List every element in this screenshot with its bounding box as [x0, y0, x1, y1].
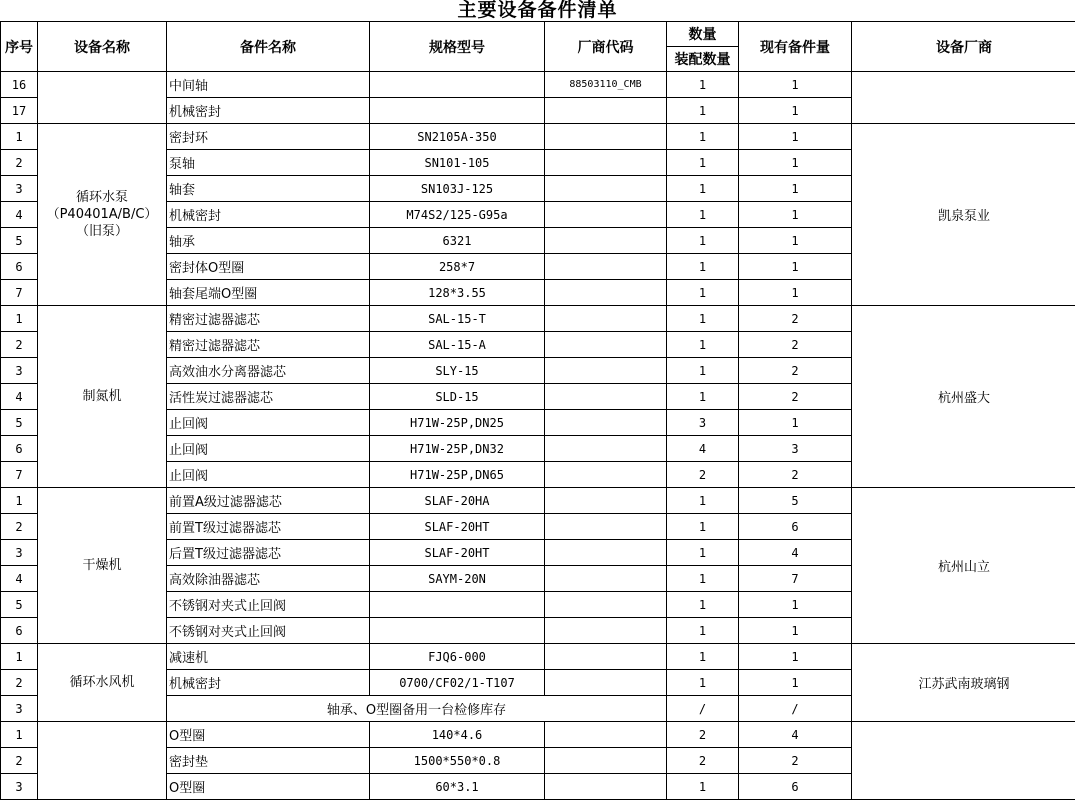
row-spec: SLD-15	[370, 384, 545, 410]
manufacturer-cell: 凯泉泵业	[852, 124, 1075, 306]
row-part-name: 机械密封	[167, 670, 370, 696]
row-spec	[370, 72, 545, 98]
row-vendor-code	[545, 592, 667, 618]
row-stock: 4	[739, 540, 852, 566]
row-spec: H71W-25P,DN32	[370, 436, 545, 462]
row-vendor-code	[545, 722, 667, 748]
row-seq: 6	[1, 436, 38, 462]
row-assembly-qty: 1	[667, 592, 739, 618]
row-assembly-qty: 1	[667, 72, 739, 98]
row-assembly-qty: 1	[667, 384, 739, 410]
row-seq: 3	[1, 696, 38, 722]
row-vendor-code	[545, 358, 667, 384]
row-vendor-code	[545, 176, 667, 202]
header-assembly-qty: 装配数量	[667, 47, 739, 72]
device-name-line: （P40401A/B/C）	[38, 206, 166, 223]
table-row	[1, 124, 1075, 150]
table-row	[1, 722, 1075, 748]
row-stock: 1	[739, 98, 852, 124]
row-part-name: 轴承	[167, 228, 370, 254]
row-part-name: 止回阀	[167, 436, 370, 462]
row-stock: 2	[739, 306, 852, 332]
row-seq: 4	[1, 384, 38, 410]
row-assembly-qty: 1	[667, 202, 739, 228]
row-vendor-code	[545, 306, 667, 332]
row-spec: 0700/CF02/1-T107	[370, 670, 545, 696]
row-seq: 6	[1, 254, 38, 280]
row-assembly-qty: /	[667, 696, 739, 722]
header-part-name: 备件名称	[167, 22, 370, 72]
row-spec: 140*4.6	[370, 722, 545, 748]
row-part-name: 密封垫	[167, 748, 370, 774]
row-spec: SLAF-20HA	[370, 488, 545, 514]
row-seq: 2	[1, 748, 38, 774]
row-seq: 1	[1, 124, 38, 150]
row-stock: 2	[739, 748, 852, 774]
row-spec: SAYM-20N	[370, 566, 545, 592]
row-seq: 2	[1, 514, 38, 540]
table-row	[1, 72, 1075, 98]
row-stock: 1	[739, 202, 852, 228]
row-stock: 1	[739, 176, 852, 202]
row-assembly-qty: 1	[667, 774, 739, 800]
row-part-name: 机械密封	[167, 98, 370, 124]
device-name-cell	[38, 306, 167, 488]
row-seq: 2	[1, 332, 38, 358]
row-stock: 2	[739, 462, 852, 488]
row-part-name: 机械密封	[167, 202, 370, 228]
row-stock: 2	[739, 332, 852, 358]
row-spec: SLAF-20HT	[370, 514, 545, 540]
row-vendor-code	[545, 150, 667, 176]
row-spec: FJQ6-000	[370, 644, 545, 670]
row-spec	[370, 618, 545, 644]
row-assembly-qty: 1	[667, 306, 739, 332]
row-spec: M74S2/125-G95a	[370, 202, 545, 228]
row-seq: 1	[1, 488, 38, 514]
row-stock: 6	[739, 514, 852, 540]
row-assembly-qty: 1	[667, 670, 739, 696]
row-seq: 17	[1, 98, 38, 124]
row-assembly-qty: 1	[667, 618, 739, 644]
device-name-line: 制氮机	[38, 388, 166, 405]
row-assembly-qty: 1	[667, 488, 739, 514]
row-vendor-code	[545, 462, 667, 488]
row-stock: 6	[739, 774, 852, 800]
header-vendor-code: 厂商代码	[545, 22, 667, 72]
row-spec: H71W-25P,DN65	[370, 462, 545, 488]
row-assembly-qty: 1	[667, 280, 739, 306]
row-spec: 258*7	[370, 254, 545, 280]
row-assembly-qty: 1	[667, 124, 739, 150]
row-spec: 6321	[370, 228, 545, 254]
row-vendor-code	[545, 228, 667, 254]
row-part-name: 精密过滤器滤芯	[167, 332, 370, 358]
header-seq: 序号	[1, 22, 38, 72]
header-device-name: 设备名称	[38, 22, 167, 72]
row-seq: 7	[1, 280, 38, 306]
row-spec: SLAF-20HT	[370, 540, 545, 566]
device-name-cell	[38, 488, 167, 644]
row-part-name: 止回阀	[167, 462, 370, 488]
device-name-cell	[38, 644, 167, 722]
row-vendor-code	[545, 202, 667, 228]
row-part-name: 轴套	[167, 176, 370, 202]
row-vendor-code	[545, 488, 667, 514]
device-name-cell	[38, 124, 167, 306]
row-seq: 5	[1, 410, 38, 436]
row-vendor-code	[545, 98, 667, 124]
row-seq: 5	[1, 592, 38, 618]
device-name-cell	[38, 722, 167, 800]
table-row	[1, 488, 1075, 514]
row-part-name: 前置T级过滤器滤芯	[167, 514, 370, 540]
row-spec: SAL-15-A	[370, 332, 545, 358]
header-manufacturer: 设备厂商	[852, 22, 1075, 72]
row-spec: SAL-15-T	[370, 306, 545, 332]
row-part-name: 不锈钢对夹式止回阀	[167, 618, 370, 644]
row-seq: 3	[1, 774, 38, 800]
device-name-line: （旧泵）	[38, 223, 166, 240]
row-vendor-code	[545, 540, 667, 566]
row-assembly-qty: 1	[667, 98, 739, 124]
row-part-name: O型圈	[167, 722, 370, 748]
row-stock: 4	[739, 722, 852, 748]
row-spec: 60*3.1	[370, 774, 545, 800]
row-seq: 3	[1, 540, 38, 566]
table-row	[1, 306, 1075, 332]
row-seq: 5	[1, 228, 38, 254]
row-stock: 1	[739, 280, 852, 306]
row-stock: 3	[739, 436, 852, 462]
row-vendor-code: 88503110_CMB	[545, 72, 667, 98]
row-vendor-code	[545, 124, 667, 150]
table-row	[1, 644, 1075, 670]
row-spec: 1500*550*0.8	[370, 748, 545, 774]
row-assembly-qty: 1	[667, 150, 739, 176]
row-part-name: 精密过滤器滤芯	[167, 306, 370, 332]
row-vendor-code	[545, 410, 667, 436]
row-assembly-qty: 1	[667, 540, 739, 566]
row-part-name: 轴套尾端O型圈	[167, 280, 370, 306]
row-vendor-code	[545, 670, 667, 696]
row-stock: 1	[739, 670, 852, 696]
row-stock: 2	[739, 358, 852, 384]
row-part-name: 止回阀	[167, 410, 370, 436]
row-stock: 1	[739, 124, 852, 150]
manufacturer-cell: 杭州山立	[852, 488, 1075, 644]
manufacturer-cell: 江苏武南玻璃钢	[852, 644, 1075, 722]
row-seq: 16	[1, 72, 38, 98]
row-part-name: 不锈钢对夹式止回阀	[167, 592, 370, 618]
row-assembly-qty: 1	[667, 332, 739, 358]
row-part-name: 活性炭过滤器滤芯	[167, 384, 370, 410]
row-stock: 1	[739, 254, 852, 280]
row-spec: H71W-25P,DN25	[370, 410, 545, 436]
row-part-name: 高效除油器滤芯	[167, 566, 370, 592]
row-seq: 2	[1, 150, 38, 176]
header-quantity: 数量	[667, 22, 739, 47]
row-stock: 1	[739, 72, 852, 98]
row-vendor-code	[545, 514, 667, 540]
row-vendor-code	[545, 254, 667, 280]
row-stock: 1	[739, 592, 852, 618]
row-seq: 2	[1, 670, 38, 696]
row-seq: 3	[1, 176, 38, 202]
header-current-stock: 现有备件量	[739, 22, 852, 72]
device-name-line: 干燥机	[38, 557, 166, 574]
row-assembly-qty: 1	[667, 514, 739, 540]
row-part-name: 减速机	[167, 644, 370, 670]
spare-parts-table	[0, 21, 1075, 800]
device-name-cell	[38, 72, 167, 124]
row-part-name: 后置T级过滤器滤芯	[167, 540, 370, 566]
row-seq: 4	[1, 202, 38, 228]
row-stock: 7	[739, 566, 852, 592]
row-part-name: 前置A级过滤器滤芯	[167, 488, 370, 514]
row-spec: SN103J-125	[370, 176, 545, 202]
row-stock: 5	[739, 488, 852, 514]
row-seq: 6	[1, 618, 38, 644]
row-vendor-code	[545, 644, 667, 670]
manufacturer-cell: 杭州盛大	[852, 306, 1075, 488]
row-assembly-qty: 4	[667, 436, 739, 462]
row-spec: SN2105A-350	[370, 124, 545, 150]
row-stock: /	[739, 696, 852, 722]
row-seq: 1	[1, 644, 38, 670]
row-spec	[370, 592, 545, 618]
row-assembly-qty: 3	[667, 410, 739, 436]
row-spec: 128*3.55	[370, 280, 545, 306]
device-name-line: 循环水泵	[38, 189, 166, 206]
header-spec-model: 规格型号	[370, 22, 545, 72]
row-vendor-code	[545, 384, 667, 410]
row-vendor-code	[545, 748, 667, 774]
row-stock: 2	[739, 384, 852, 410]
row-spec: SN101-105	[370, 150, 545, 176]
row-assembly-qty: 2	[667, 748, 739, 774]
sheet-title: 主要设备备件清单	[0, 0, 1075, 21]
row-assembly-qty: 1	[667, 644, 739, 670]
row-part-name: O型圈	[167, 774, 370, 800]
row-stock: 1	[739, 410, 852, 436]
row-part-name: 泵轴	[167, 150, 370, 176]
row-assembly-qty: 1	[667, 176, 739, 202]
row-vendor-code	[545, 566, 667, 592]
row-assembly-qty: 1	[667, 358, 739, 384]
row-assembly-qty: 1	[667, 254, 739, 280]
row-stock: 1	[739, 150, 852, 176]
row-spec: SLY-15	[370, 358, 545, 384]
row-assembly-qty: 1	[667, 566, 739, 592]
row-seq: 7	[1, 462, 38, 488]
device-name-line: 循环水风机	[38, 674, 166, 691]
row-seq: 1	[1, 306, 38, 332]
row-seq: 1	[1, 722, 38, 748]
row-spec	[370, 98, 545, 124]
row-assembly-qty: 1	[667, 228, 739, 254]
row-vendor-code	[545, 436, 667, 462]
manufacturer-cell	[852, 72, 1075, 124]
row-note: 轴承、O型圈备用一台检修库存	[167, 696, 667, 722]
row-seq: 3	[1, 358, 38, 384]
row-vendor-code	[545, 618, 667, 644]
row-stock: 1	[739, 618, 852, 644]
row-part-name: 密封环	[167, 124, 370, 150]
row-part-name: 中间轴	[167, 72, 370, 98]
row-stock: 1	[739, 228, 852, 254]
row-vendor-code	[545, 332, 667, 358]
row-seq: 4	[1, 566, 38, 592]
row-part-name: 密封体O型圈	[167, 254, 370, 280]
manufacturer-cell	[852, 722, 1075, 800]
row-assembly-qty: 2	[667, 462, 739, 488]
row-part-name: 高效油水分离器滤芯	[167, 358, 370, 384]
row-stock: 1	[739, 644, 852, 670]
row-assembly-qty: 2	[667, 722, 739, 748]
row-vendor-code	[545, 280, 667, 306]
